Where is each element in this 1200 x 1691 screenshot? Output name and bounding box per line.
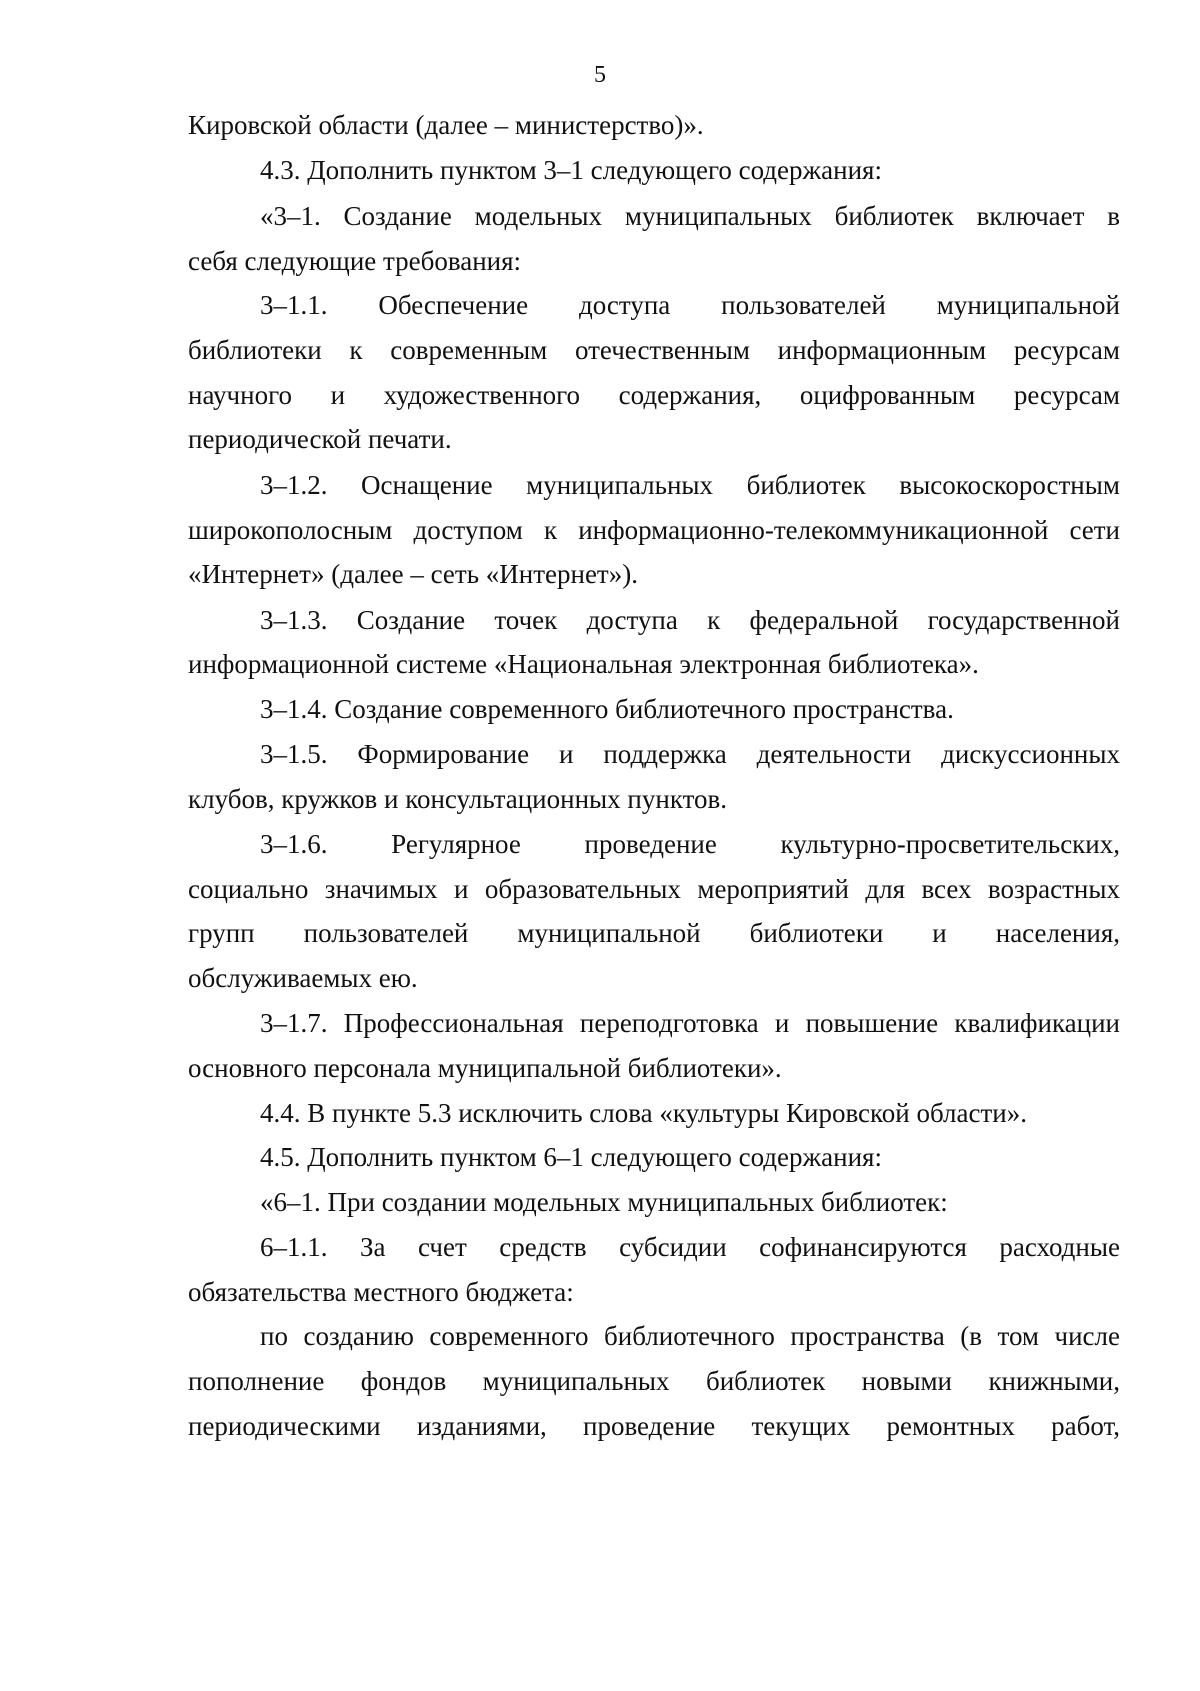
text-line: 4.5. Дополнить пунктом 6–1 следующего содержания: — [260, 1142, 882, 1172]
text-line: обязательства местного бюджета: — [188, 1277, 574, 1307]
text-line: периодической печати. — [188, 424, 452, 454]
text-line: клубов, кружков и консультационных пунктов. — [188, 784, 728, 814]
text-line: научного и художественного содержания, оцифрованным ресурсам — [188, 380, 1120, 410]
text-line: себя следующие требования: — [188, 246, 522, 276]
text-line: 3–1.1. Обеспечение доступа пользователей муниципальной — [260, 290, 1120, 320]
text-line: 3–1.5. Формирование и поддержка деятельности дискуссионных — [260, 739, 1120, 769]
text-line: 3–1.2. Оснащение муниципальных библиотек высокоскоростным — [260, 470, 1120, 500]
text-line: по созданию современного библиотечного пространства (в том числе — [260, 1321, 1120, 1351]
text-line: «3–1. Создание модельных муниципальных библиотек включает в — [260, 201, 1120, 231]
text-line: основного персонала муниципальной библиотеки». — [188, 1053, 782, 1083]
text-line: 6–1.1. За счет средств субсидии софинансируются расходные — [260, 1232, 1120, 1262]
text-line: социально значимых и образовательных мероприятий для всех возрастных — [188, 874, 1120, 904]
text-line: пополнение фондов муниципальных библиотек новыми книжными, — [188, 1366, 1120, 1396]
text-line: 3–1.4. Создание современного библиотечного пространства. — [260, 694, 954, 724]
text-line: групп пользователей муниципальной библиотеки и населения, — [188, 918, 1120, 948]
text-line: библиотеки к современным отечественным информационным ресурсам — [188, 335, 1120, 365]
page-number: 5 — [594, 62, 606, 88]
text-line: «Интернет» (далее – сеть «Интернет»). — [188, 559, 638, 589]
text-line: «6–1. При создании модельных муниципальных библиотек: — [260, 1187, 948, 1217]
text-line: 3–1.6. Регулярное проведение культурно-просветительских, — [260, 829, 1120, 859]
text-line: информационной системе «Национальная электронная библиотека». — [188, 649, 979, 679]
text-line: широкополосным доступом к информационно-телекоммуникационной сети — [188, 515, 1120, 545]
text-line: периодическими изданиями, проведение текущих ремонтных работ, — [188, 1411, 1120, 1441]
text-line: 3–1.7. Профессиональная переподготовка и повышение квалификации — [260, 1008, 1120, 1038]
text-line: обслуживаемых ею. — [188, 963, 418, 993]
text-line: 3–1.3. Создание точек доступа к федеральной государственной — [260, 605, 1120, 635]
text-line: Кировской области (далее – министерство)». — [188, 110, 704, 140]
text-line: 4.4. В пункте 5.3 исключить слова «культуры Кировской области». — [260, 1098, 1027, 1128]
text-line: 4.3. Дополнить пунктом 3–1 следующего содержания: — [260, 155, 882, 185]
